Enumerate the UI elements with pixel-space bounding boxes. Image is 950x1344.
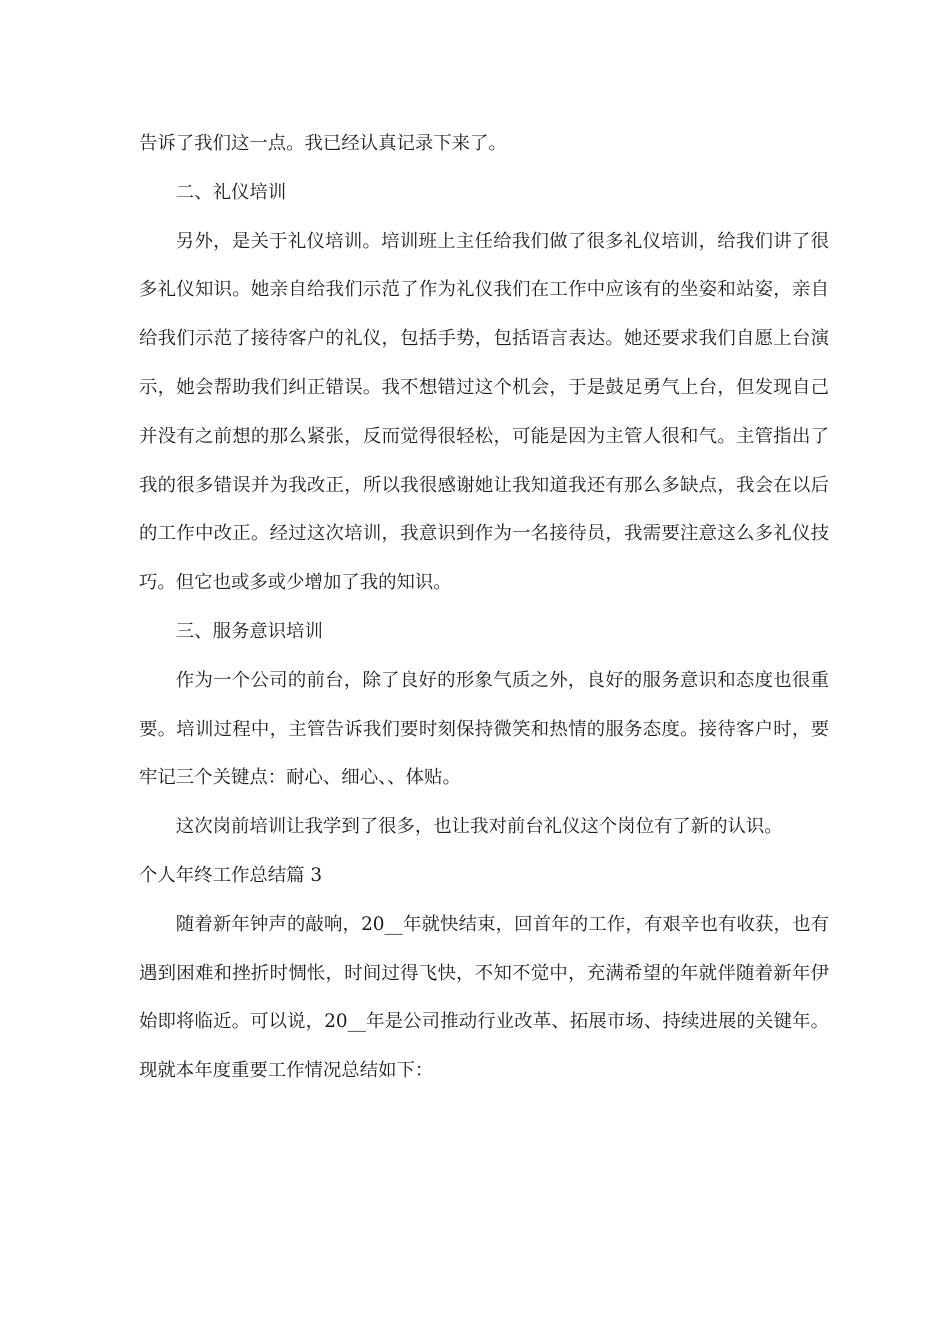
document-body — [139, 120, 829, 1096]
paragraph-continued: 告诉了我们这一点。我已经认真记录下来了。 — [139, 133, 507, 154]
section-heading-etiquette-training: 二、礼仪培训 — [175, 181, 287, 203]
paragraph-year-end-intro: 随着新年钟声的敲响，20__年就快结束，回首年的工作，有艰辛也有收获，也有遇到困难和挫折时惆怅，时间过得飞快，不知不觉中，充满希望的年就伴随着新年伊始即将临近。可以说，20__年是公司推动行业改革、拓展市场、持续进展的关键年。现就本年度重要工作情况总结如下： — [139, 913, 829, 1082]
paragraph-training-conclusion: 这次岗前培训让我学到了很多，也让我对前台礼仪这个岗位有了新的认识。 — [175, 816, 783, 838]
paragraph-etiquette-training: 另外，是关于礼仪培训。培训班上主任给我们做了很多礼仪培训，给我们讲了很多礼仪知识。她亲自给我们示范了作为礼仪我们在工作中应该有的坐姿和站姿，亲自给我们示范了接待客户的礼仪，包括手势，包括语言表达。她还要求我们自愿上台演示，她会帮助我们纠正错误。我不想错过这个机会，于是鼓足勇气上台，但发现自己并没有之前想的那么紧张，反而觉得很轻松，可能是因为主管人很和气。主管指出了我的很多错误并为我改正，所以我很感谢她让我知道我还有那么多缺点，我会在以后的工作中改正。经过这次培训，我意识到作为一名接待员，我需要注意这么多礼仪技巧。但它也或多或少增加了我的知识。 — [139, 230, 829, 594]
section-heading-service-awareness: 三、服务意识培训 — [175, 620, 323, 642]
article-title-summary-3: 个人年终工作总结篇 3 — [139, 864, 323, 886]
paragraph-service-awareness: 作为一个公司的前台，除了良好的形象气质之外，良好的服务意识和态度也很重要。培训过程中，主管告诉我们要时刻保持微笑和热情的服务态度。接待客户时，要牢记三个关键点：耐心、细心、、体贴。 — [139, 669, 829, 789]
